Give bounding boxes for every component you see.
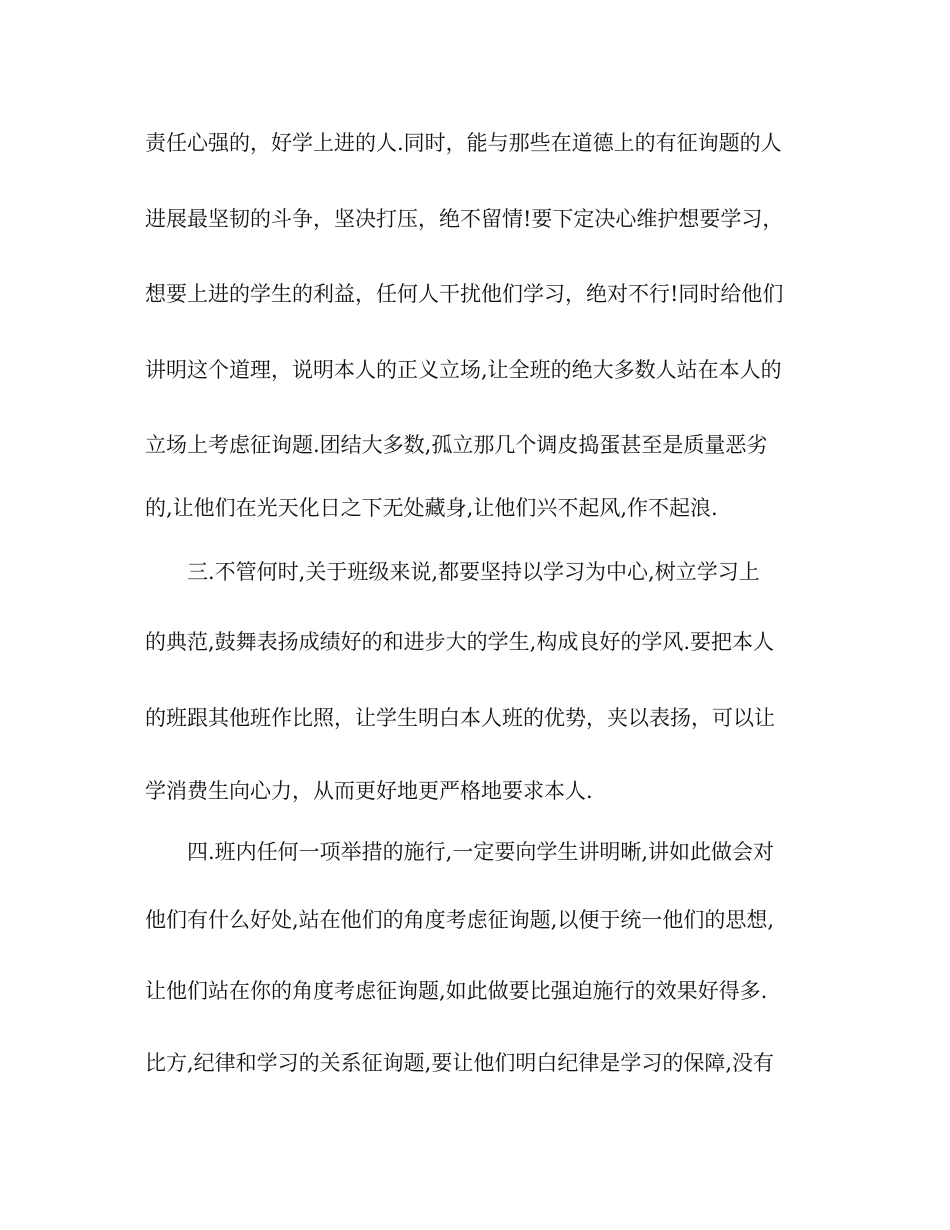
text-line: 立场上考虑征询题.团结大多数,孤立那几个调皮捣蛋甚至是质量恶劣	[145, 433, 768, 457]
text-line: 让他们站在你的角度考虑征询题,如此做要比强迫施行的效果好得多.	[145, 979, 768, 1003]
paragraph-4-first-line: 四.班内任何一项举措的施行,一定要向学生讲明晰,讲如此做会对	[187, 840, 775, 864]
text-line: 的典范,鼓舞表扬成绩好的和进步大的学生,构成良好的学风.要把本人	[145, 630, 775, 654]
text-line: 想要上进的学生的利益，任何人干扰他们学习，绝对不行!同时给他们	[145, 282, 784, 306]
text-line: 他们有什么好处,站在他们的角度考虑征询题,以便于统一他们的思想,	[145, 908, 775, 932]
text-line: 讲明这个道理，说明本人的正义立场,让全班的绝大多数人站在本人的	[145, 358, 782, 382]
text-line: 的,让他们在光天化日之下无处藏身,让他们兴不起风,作不起浪.	[145, 496, 718, 520]
text-line: 进展最坚韧的斗争，坚决打压，绝不留情!要下定决心维护想要学习，	[145, 207, 784, 231]
text-line: 学消费生向心力，从而更好地更严格地要求本人.	[145, 779, 593, 803]
text-line: 责任心强的，好学上进的人.同时，能与那些在道德上的有征询题的人	[145, 131, 782, 155]
paragraph-3-first-line: 三.不管何时,关于班级来说,都要坚持以学习为中心,树立学习上	[187, 560, 760, 584]
text-line: 比方,纪律和学习的关系征询题,要让他们明白纪律是学习的保障,没有	[145, 1051, 775, 1075]
text-line: 的班跟其他班作比照，让学生明白本人班的优势，夹以表扬，可以让	[145, 706, 775, 730]
